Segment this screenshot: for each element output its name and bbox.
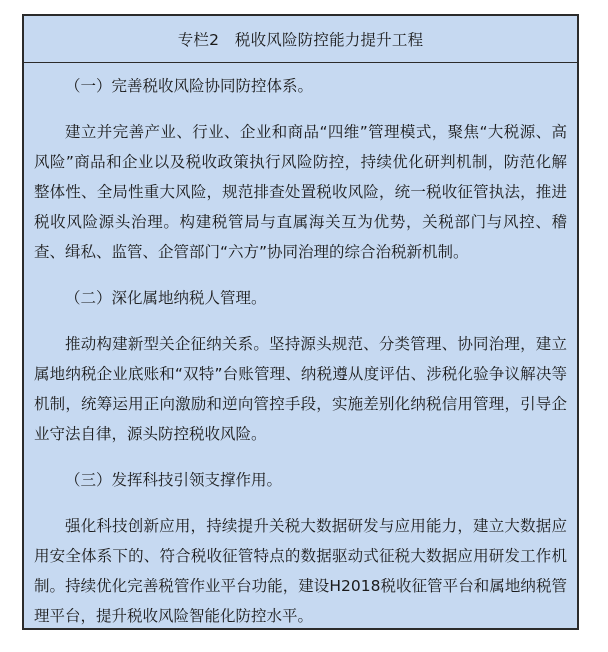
column-box	[22, 14, 579, 630]
section-paragraph-3: 强化科技创新应用，持续提升关税大数据研发与应用能力，建立大数据应用安全体系下的、符合税收征管特点的数据驱动式征税大数据应用研发工作机制。持续优化完善税管作业平台功能，建设H2018税收征管平台和属地纳税管理平台，提升税收风险智能化防控水平。	[34, 517, 567, 625]
section-title-2: （二）深化属地纳税人管理。	[65, 289, 267, 307]
section-title-1: （一）完善税收风险协同防控体系。	[65, 77, 314, 95]
section-paragraph-1: 建立并完善产业、行业、企业和商品“四维”管理模式，聚焦“大税源、高风险”商品和企业以及税收政策执行风险防控，持续优化研判机制，防范化解整体性、全局性重大风险，规范排查处置税收风险，统一税收征管执法，推进税收风险源头治理。构建税管局与直属海关互为优势，关税部门与风控、稽查、缉私、监管、企管部门“六方”协同治理的综合治税新机制。	[34, 123, 567, 261]
column-header	[24, 16, 577, 63]
column-body	[24, 63, 577, 631]
section-paragraph-2: 推动构建新型关企征纳关系。坚持源头规范、分类管理、协同治理，建立属地纳税企业底账和“双特”台账管理、纳税遵从度评估、涉税化验争议解决等机制，统筹运用正向激励和逆向管控手段，实施差别化纳税信用管理，引导企业守法自律，源头防控税收风险。	[34, 335, 567, 443]
section-title-3: （三）发挥科技引领支撑作用。	[65, 471, 283, 489]
column-title: 专栏2 税收风险防控能力提升工程	[177, 31, 424, 49]
